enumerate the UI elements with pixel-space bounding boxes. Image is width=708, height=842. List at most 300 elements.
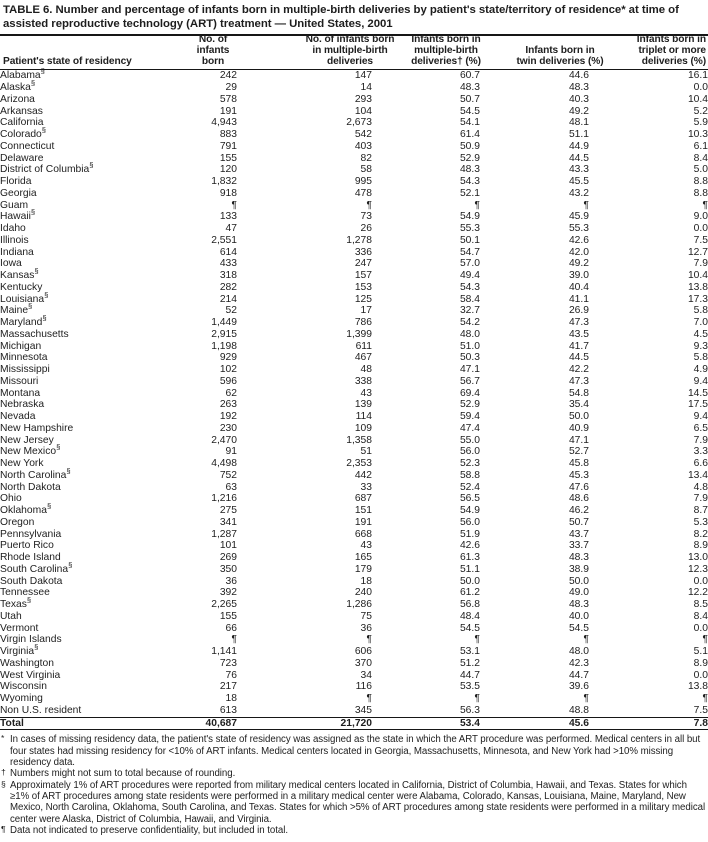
table-row — [0, 211, 708, 223]
value-cell: 53.1 — [459, 646, 480, 658]
value-cell: 5.8 — [693, 305, 708, 317]
value-cell: 54.5 — [459, 105, 480, 117]
state-cell: South Carolina§ — [0, 560, 73, 575]
value-cell: 51.1 — [459, 563, 480, 575]
value-cell: ¶ — [231, 634, 237, 646]
footnote-ref: § — [44, 290, 49, 300]
column-header-line: Infants born in — [411, 34, 481, 46]
value-cell: 442 — [354, 469, 372, 481]
value-cell: 151 — [354, 505, 372, 517]
column-header-line: No. of — [198, 34, 228, 46]
state-cell: Pennsylvania — [0, 528, 62, 540]
value-cell: 17.5 — [687, 399, 708, 411]
column-header-line: in multiple-birth — [312, 45, 388, 56]
value-cell: 2,470 — [211, 434, 237, 446]
value-cell: 752 — [219, 469, 237, 481]
value-cell: 0.0 — [693, 622, 708, 634]
value-cell: 13.8 — [687, 681, 708, 693]
table-row — [0, 176, 708, 188]
value-cell: 16.1 — [687, 70, 708, 82]
value-cell: 62 — [225, 387, 237, 399]
value-cell: 44.7 — [459, 669, 480, 681]
footnote-ref: § — [68, 560, 73, 570]
value-cell: 55.0 — [459, 434, 480, 446]
value-cell: 2,915 — [211, 328, 237, 340]
state-cell: Colorado§ — [0, 125, 47, 141]
value-cell: 217 — [219, 681, 237, 693]
value-cell: 50.3 — [459, 352, 480, 364]
footnote-marker: † — [1, 767, 6, 778]
value-cell: 120 — [219, 164, 237, 176]
value-cell: 350 — [219, 563, 237, 575]
table-row — [0, 164, 708, 176]
value-cell: 791 — [219, 140, 237, 152]
table-row — [0, 188, 708, 200]
footnote-ref: § — [30, 207, 36, 217]
table-row — [0, 670, 708, 682]
state-cell: Oklahoma§ — [0, 501, 52, 517]
table-row — [0, 341, 708, 353]
footnote-marker: § — [1, 778, 6, 789]
footnote: § Approximately 1% of ART procedures were reported from military medical centers located in California, District of Columbia, Hawaii, and Texas. States for which ≥1% of ART procedures among state residents were performed in a military medical center were Alabama, Colorado, Kansas, Louisiana, Maine, Maryland, New Mexico, North Carolina, Oklahoma, South Carolina, and Texas. States for which >5% of ART procedures among state residents were performed in a military medical center were Alaska, District of Columbia, Hawaii, and Virginia. — [1, 778, 706, 825]
value-cell: 48.0 — [568, 646, 589, 658]
value-cell: 8.5 — [693, 599, 708, 611]
value-cell: 606 — [354, 646, 372, 658]
value-cell: 318 — [219, 270, 237, 282]
value-cell: 56.8 — [459, 599, 480, 611]
value-cell: 370 — [354, 657, 372, 669]
value-cell: 52.9 — [459, 152, 480, 164]
value-cell: 75 — [360, 610, 372, 622]
state-cell: Florida — [0, 176, 32, 188]
value-cell: 0.0 — [693, 575, 708, 587]
value-cell: 26 — [360, 223, 372, 235]
value-cell: 7.5 — [693, 234, 708, 246]
value-cell: 51.9 — [459, 528, 480, 540]
column-header — [637, 35, 706, 67]
state-cell: Delaware — [0, 152, 44, 164]
value-cell: 9.3 — [693, 340, 708, 352]
state-cell: Utah — [0, 610, 22, 622]
value-cell: 240 — [354, 587, 372, 599]
value-cell: 1,832 — [211, 176, 237, 188]
value-cell: 5.9 — [693, 117, 708, 129]
state-cell: Kansas§ — [0, 266, 39, 282]
value-cell: 7.0 — [693, 317, 708, 329]
value-cell: ¶ — [702, 634, 708, 646]
value-cell: 668 — [354, 528, 372, 540]
table-row — [0, 317, 708, 329]
value-cell: 7.9 — [693, 258, 708, 270]
value-cell: 116 — [355, 681, 372, 693]
state-cell: New Hampshire — [0, 422, 74, 434]
table-row — [0, 141, 708, 153]
value-cell: 341 — [219, 516, 237, 528]
value-cell: ¶ — [583, 634, 589, 646]
value-cell: 41.1 — [568, 293, 589, 305]
value-cell: 38.9 — [568, 563, 589, 575]
value-cell: ¶ — [366, 634, 372, 646]
table-row — [0, 435, 708, 447]
value-cell: 63 — [225, 481, 237, 493]
state-cell: Hawaii§ — [0, 207, 36, 223]
table-row — [0, 552, 708, 564]
table-row — [0, 658, 708, 670]
value-cell: 52.3 — [459, 458, 480, 470]
state-cell: Oregon — [0, 516, 35, 528]
value-cell: ¶ — [702, 199, 708, 211]
value-cell: ¶ — [366, 199, 372, 211]
value-cell: 43 — [360, 540, 372, 552]
value-cell: 17.3 — [687, 293, 708, 305]
value-cell: 1,399 — [346, 328, 372, 340]
column-header — [197, 35, 230, 67]
value-cell: 1,358 — [346, 434, 372, 446]
state-cell: New York — [0, 458, 44, 470]
value-cell: 73 — [360, 211, 372, 223]
value-cell: 58.8 — [459, 469, 480, 481]
table-row — [0, 200, 708, 212]
state-cell: Montana — [0, 387, 41, 399]
table-row — [0, 129, 708, 141]
value-cell: 293 — [354, 93, 372, 105]
value-cell: 42.6 — [568, 234, 589, 246]
table-row — [0, 505, 708, 517]
footnote-ref: § — [89, 160, 94, 170]
value-cell: 578 — [219, 93, 237, 105]
value-cell: 26.9 — [568, 305, 589, 317]
value-cell: 33.7 — [568, 540, 589, 552]
column-header — [411, 35, 481, 67]
value-cell: 44.5 — [568, 152, 589, 164]
value-cell: 614 — [219, 246, 237, 258]
table-row — [0, 529, 708, 541]
state-cell: Iowa — [0, 258, 22, 270]
state-cell: Idaho — [0, 223, 26, 235]
value-cell: 14.5 — [687, 387, 708, 399]
state-cell: South Dakota — [0, 575, 63, 587]
value-cell: 10.4 — [687, 93, 708, 105]
value-cell: 4,943 — [211, 117, 237, 129]
value-cell: 40.0 — [568, 610, 589, 622]
table-row — [0, 282, 708, 294]
table-row — [0, 153, 708, 165]
value-cell: ¶ — [231, 199, 237, 211]
value-cell: ¶ — [474, 693, 480, 705]
value-cell: 12.7 — [687, 246, 708, 258]
value-cell: 157 — [354, 270, 372, 282]
table-row — [0, 587, 708, 599]
column-header-line: No. of infants born — [305, 34, 395, 46]
table-row — [0, 411, 708, 423]
footnote-ref: § — [26, 595, 32, 605]
value-cell: 43.7 — [568, 528, 589, 540]
value-cell: 918 — [219, 187, 237, 199]
value-cell: 7.8 — [589, 717, 708, 730]
table-row — [0, 564, 708, 576]
value-cell: 21,720 — [237, 717, 372, 730]
value-cell: 613 — [219, 704, 237, 716]
state-cell: Non U.S. resident — [0, 704, 82, 716]
state-cell: Washington — [0, 657, 54, 669]
state-cell: District of Columbia§ — [0, 160, 94, 176]
state-cell: Virgin Islands — [0, 634, 62, 646]
value-cell: 47.6 — [568, 481, 589, 493]
state-cell: Nebraska — [0, 399, 45, 411]
table-row — [0, 540, 708, 552]
value-cell: 1,198 — [211, 340, 237, 352]
value-cell: 6.6 — [693, 458, 708, 470]
value-cell: 52.1 — [459, 187, 480, 199]
value-cell: 91 — [225, 446, 237, 458]
value-cell: 58 — [360, 164, 372, 176]
value-cell: 7.9 — [693, 493, 708, 505]
column-header — [517, 46, 604, 67]
value-cell: 45.5 — [568, 176, 589, 188]
table-row — [0, 693, 708, 705]
footnote-ref: § — [56, 442, 61, 452]
table-row — [0, 247, 708, 259]
value-cell: ¶ — [583, 199, 589, 211]
value-cell: 247 — [354, 258, 372, 270]
state-cell: North Carolina§ — [0, 466, 71, 481]
value-cell: 2,673 — [346, 117, 372, 129]
value-cell: 54.3 — [459, 281, 480, 293]
column-header-line: deliveries — [326, 55, 373, 67]
footnote-ref: § — [40, 66, 45, 76]
value-cell: 56.0 — [459, 516, 480, 528]
value-cell: 165 — [354, 552, 372, 564]
column-header-line: triplet or more — [638, 45, 706, 56]
value-cell: 13.0 — [687, 552, 708, 564]
state-cell: Ohio — [0, 493, 22, 505]
value-cell: 4,498 — [211, 458, 237, 470]
value-cell: 44.7 — [568, 669, 589, 681]
value-cell: 50.0 — [568, 411, 589, 423]
value-cell: 109 — [354, 422, 372, 434]
value-cell: 52.4 — [459, 481, 480, 493]
value-cell: 345 — [354, 704, 372, 716]
state-cell: Guam — [0, 199, 29, 211]
column-header-state: Patient's state of residency — [3, 55, 132, 67]
value-cell: 8.4 — [693, 610, 708, 622]
value-cell: 8.9 — [693, 657, 708, 669]
value-cell: 687 — [354, 493, 372, 505]
value-cell: 282 — [219, 281, 237, 293]
value-cell: 8.9 — [693, 540, 708, 552]
table-row — [0, 258, 708, 270]
state-cell: Indiana — [0, 246, 34, 258]
state-cell: Rhode Island — [0, 552, 61, 564]
value-cell: 42.2 — [568, 364, 589, 376]
state-cell: Maryland§ — [0, 313, 47, 329]
value-cell: 40.9 — [568, 422, 589, 434]
state-cell: Massachusetts — [0, 328, 69, 340]
table-row — [0, 388, 708, 400]
value-cell: 61.3 — [459, 552, 480, 564]
value-cell: 32.7 — [459, 305, 480, 317]
value-cell: 269 — [219, 552, 237, 564]
table-row — [0, 352, 708, 364]
value-cell: 48.0 — [459, 328, 480, 340]
table-row — [0, 376, 708, 388]
value-cell: 611 — [355, 340, 372, 352]
state-cell: Nevada — [0, 411, 36, 423]
state-cell: West Virginia — [0, 669, 61, 681]
state-cell: Maine§ — [0, 301, 33, 317]
column-header-line: Infants born in — [636, 34, 706, 46]
value-cell: 2,265 — [211, 599, 237, 611]
value-cell: 7.5 — [693, 704, 708, 716]
value-cell: 14 — [360, 82, 372, 94]
value-cell: 50.0 — [568, 575, 589, 587]
value-cell: 54.5 — [459, 622, 480, 634]
value-cell: 336 — [354, 246, 372, 258]
table-row — [0, 681, 708, 693]
footnotes — [0, 734, 708, 836]
value-cell: 0.0 — [693, 82, 708, 94]
table-row — [0, 493, 708, 505]
value-cell: 48.3 — [568, 82, 589, 94]
value-cell: 101 — [219, 540, 237, 552]
value-cell: 69.4 — [459, 387, 480, 399]
value-cell: 47.4 — [459, 422, 480, 434]
footnote: * In cases of missing residency data, the patient's state of residency was assigned as the state in which the ART procedure was performed. Medical centers in all but four states had missing residency for <10% of ART infants. Medical centers located in Georgia, Massachusetts, Minnesota, and New York had >10% missing residency data. — [1, 733, 701, 769]
value-cell: 51.0 — [459, 340, 480, 352]
value-cell: 39.0 — [568, 270, 589, 282]
state-cell: Georgia — [0, 187, 37, 199]
value-cell: 4.9 — [693, 364, 708, 376]
value-cell: 49.0 — [568, 587, 589, 599]
table-row — [0, 634, 708, 646]
footnote: ¶ Data not indicated to preserve confidentiality, but included in total. — [1, 824, 288, 837]
value-cell: 4.8 — [693, 481, 708, 493]
value-cell: 275 — [219, 505, 237, 517]
value-cell: 596 — [219, 375, 237, 387]
value-cell: 54.9 — [459, 505, 480, 517]
table-row — [0, 223, 708, 235]
value-cell: 43.3 — [568, 164, 589, 176]
table-row — [0, 270, 708, 282]
value-cell: 48.6 — [568, 493, 589, 505]
value-cell: 191 — [219, 105, 237, 117]
value-cell: 47.3 — [568, 317, 589, 329]
value-cell: 54.3 — [459, 176, 480, 188]
state-cell: Wyoming — [0, 693, 43, 705]
value-cell: 10.3 — [687, 129, 708, 141]
value-cell: 155 — [219, 610, 237, 622]
value-cell: 53.4 — [372, 717, 480, 730]
value-cell: 35.4 — [568, 399, 589, 411]
value-cell: ¶ — [702, 693, 708, 705]
value-cell: 54.7 — [459, 246, 480, 258]
table-row — [0, 646, 708, 658]
value-cell: 50.7 — [459, 93, 480, 105]
state-cell: Puerto Rico — [0, 540, 54, 552]
value-cell: 43.2 — [568, 187, 589, 199]
state-cell: Arizona — [0, 93, 35, 105]
value-cell: 263 — [219, 399, 237, 411]
value-cell: 50.0 — [459, 575, 480, 587]
value-cell: 883 — [219, 129, 237, 141]
table-row — [0, 458, 708, 470]
footnote-ref: § — [34, 266, 39, 276]
value-cell: 4.5 — [693, 328, 708, 340]
state-cell: Alabama§ — [0, 66, 45, 82]
state-cell: Alaska§ — [0, 78, 36, 94]
value-cell: 42.6 — [459, 540, 480, 552]
value-cell: 48.3 — [568, 552, 589, 564]
value-cell: 41.7 — [568, 340, 589, 352]
value-cell: 47.1 — [459, 364, 480, 376]
value-cell: 1,216 — [211, 493, 237, 505]
value-cell: 52.7 — [568, 446, 589, 458]
value-cell: 5.8 — [693, 352, 708, 364]
state-cell: Wisconsin — [0, 681, 47, 693]
value-cell: 9.4 — [693, 375, 708, 387]
value-cell: 12.3 — [687, 563, 708, 575]
value-cell: 13.8 — [687, 281, 708, 293]
value-cell: 0.0 — [693, 223, 708, 235]
value-cell: 57.0 — [459, 258, 480, 270]
state-cell: Texas§ — [0, 595, 32, 611]
table-row — [0, 70, 708, 82]
state-cell: Tennessee — [0, 587, 50, 599]
value-cell: 48.1 — [568, 117, 589, 129]
value-cell: 54.2 — [459, 317, 480, 329]
value-cell: 55.3 — [568, 223, 589, 235]
value-cell: 929 — [219, 352, 237, 364]
value-cell: ¶ — [366, 693, 372, 705]
value-cell: 56.5 — [459, 493, 480, 505]
footnote-ref: § — [41, 125, 47, 135]
value-cell: 29 — [225, 82, 237, 94]
footnote: † Numbers might not sum to total because of rounding. — [1, 767, 236, 780]
value-cell: 48.3 — [568, 599, 589, 611]
value-cell: 45.8 — [568, 458, 589, 470]
value-cell: 56.7 — [459, 375, 480, 387]
value-cell: 44.5 — [568, 352, 589, 364]
value-cell: 36 — [360, 622, 372, 634]
value-cell: 1,141 — [211, 646, 237, 658]
value-cell: 50.9 — [459, 140, 480, 152]
state-cell: New Mexico§ — [0, 442, 61, 458]
table-row — [0, 705, 708, 717]
column-header-line: deliveries (%) — [641, 55, 706, 67]
value-cell: 48.3 — [459, 164, 480, 176]
value-cell: 61.4 — [459, 129, 480, 141]
value-cell: 49.4 — [459, 270, 480, 282]
table-row — [0, 329, 708, 341]
table-row — [0, 599, 708, 611]
state-cell: Michigan — [0, 340, 42, 352]
state-cell: Vermont — [0, 622, 39, 634]
value-cell: 44.9 — [568, 140, 589, 152]
value-cell: 8.8 — [693, 176, 708, 188]
value-cell: 42.3 — [568, 657, 589, 669]
value-cell: 8.7 — [693, 505, 708, 517]
value-cell: 43.5 — [568, 328, 589, 340]
table-header — [0, 34, 708, 70]
value-cell: 9.0 — [693, 211, 708, 223]
value-cell: 55.3 — [459, 223, 480, 235]
value-cell: 56.0 — [459, 446, 480, 458]
table-row — [0, 482, 708, 494]
value-cell: 242 — [219, 70, 237, 82]
value-cell: 5.2 — [693, 105, 708, 117]
value-cell: 58.4 — [459, 293, 480, 305]
value-cell: 50.1 — [459, 234, 480, 246]
